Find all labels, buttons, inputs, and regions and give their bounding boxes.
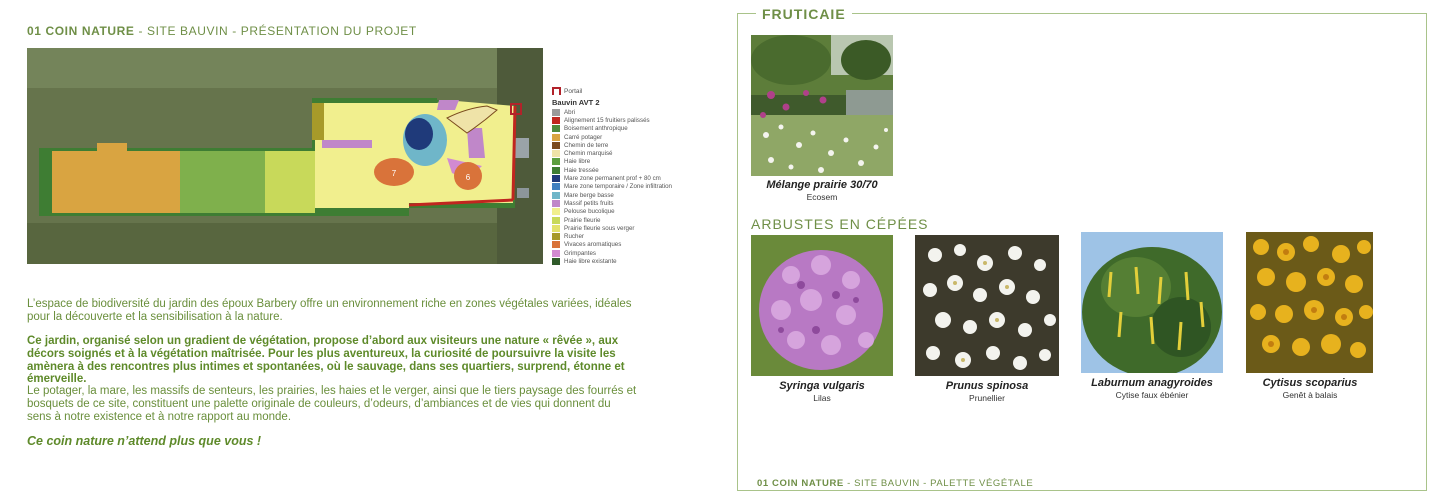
legend-item-label: Haie libre	[564, 158, 591, 166]
laburnum-caption	[1066, 377, 1238, 400]
laburnum-name: Laburnum anagyroides	[1091, 377, 1213, 389]
legend-item	[552, 232, 732, 240]
legend-item	[552, 116, 732, 124]
legend-item-label: Mare zone temporaire / Zone infiltration	[564, 183, 672, 191]
legend-swatch	[552, 225, 560, 232]
header-rest: - SITE BAUVIN - PRÉSENTATION DU PROJET	[134, 24, 417, 38]
legend-swatch	[552, 175, 560, 182]
laburnum-photo	[1081, 232, 1223, 373]
legend-swatch	[552, 241, 560, 248]
laburnum-common-name: Cytise faux ébénier	[1115, 390, 1189, 400]
legend-item	[552, 149, 732, 157]
legend-item	[552, 158, 732, 166]
prunus-caption	[915, 380, 1059, 403]
prairie-name: Mélange prairie 30/70	[766, 179, 878, 191]
legend-item	[552, 133, 732, 141]
legend-item	[552, 257, 732, 265]
legend-item	[552, 208, 732, 216]
legend-item-label: Mare berge basse	[564, 191, 614, 199]
legend-swatch	[552, 258, 560, 265]
legend-swatch	[552, 233, 560, 240]
cytisus-photo	[1246, 232, 1373, 373]
cytisus-common-name: Genêt à balais	[1282, 390, 1338, 400]
legend-item	[552, 166, 732, 174]
prairie-caption	[751, 179, 893, 202]
legend-portail	[552, 86, 732, 96]
legend-item-label: Chemin de terre	[564, 141, 609, 149]
site-plan-drawing	[27, 48, 543, 264]
legend-swatch	[552, 142, 560, 149]
cytisus-name: Cytisus scoparius	[1262, 377, 1358, 389]
syringa-caption	[751, 380, 893, 403]
syringa-common-name: Lilas	[813, 393, 831, 403]
legend-item-label: Haie tressée	[564, 166, 599, 174]
paragraph-closing: Ce coin nature n’attend plus que vous !	[27, 434, 262, 448]
legend-swatch	[552, 200, 560, 207]
cytisus-caption	[1230, 377, 1390, 400]
legend-swatch	[552, 158, 560, 165]
legend-item-label: Pelouse bucolique	[564, 208, 615, 216]
legend-item-label: Grimpantes	[564, 249, 596, 257]
header-bold: 01 COIN NATURE	[27, 24, 135, 38]
site-plan-map	[27, 48, 543, 264]
map-legend	[552, 86, 732, 266]
prairie-supplier: Ecosem	[806, 192, 838, 202]
legend-item-label: Prairie fleurie	[564, 216, 601, 224]
legend-title: Bauvin AVT 2	[552, 98, 600, 107]
portail-swatch	[552, 87, 561, 95]
footer-bold: 01 COIN NATURE	[757, 478, 844, 489]
paragraph-gradient: Ce jardin, organisé selon un gradient de végétation, propose d’abord aux visiteurs une nature « rêvée », aux décors soignés et à la végétation maîtrisée. Pour les plus aventureux, la curiosité de poursuivre la visite les amènera à des rencontres plus intimes et spontanées, où le sauvage, dans ses quartiers, surprend, étonne et émerveille.	[27, 335, 625, 386]
legend-swatch	[552, 192, 560, 199]
legend-swatch	[552, 208, 560, 215]
page-footer	[752, 478, 1038, 489]
legend-item-label: Haie libre existante	[564, 257, 617, 265]
legend-item	[552, 216, 732, 224]
legend-swatch	[552, 183, 560, 190]
prairie-photo	[751, 35, 893, 176]
zone-7-label: 7	[391, 169, 397, 178]
legend-swatch	[552, 217, 560, 224]
legend-item-label: Chemin marquisé	[564, 150, 613, 158]
section-title-arbustes: ARBUSTES EN CÉPÉES	[751, 216, 929, 232]
legend-swatch	[552, 125, 560, 132]
paragraph-intro: L’espace de biodiversité du jardin des époux Barbery offre un environnement riche en zones végétales variées, idéales pour la découverte et la sensibilisation à la nature.	[27, 298, 632, 323]
legend-item	[552, 199, 732, 207]
page-header	[27, 24, 417, 38]
syringa-name: Syringa vulgaris	[779, 380, 865, 392]
syringa-photo	[751, 235, 893, 376]
legend-swatch	[552, 134, 560, 141]
legend-item-label: Mare zone permanent prof + 80 cm	[564, 175, 661, 183]
legend-item	[552, 191, 732, 199]
legend-item	[552, 183, 732, 191]
legend-item	[552, 174, 732, 182]
legend-item-label: Alignement 15 fruitiers palissés	[564, 116, 650, 124]
legend-swatch	[552, 117, 560, 124]
legend-item	[552, 125, 732, 133]
legend-item-label: Boisement anthropique	[564, 125, 628, 133]
legend-item	[552, 249, 732, 257]
legend-item	[552, 141, 732, 149]
footer-rest: - SITE BAUVIN - PALETTE VÉGÉTALE	[843, 478, 1034, 489]
legend-item-label: Prairie fleurie sous verger	[564, 224, 635, 232]
legend-item-label: Vivaces aromatiques	[564, 241, 622, 249]
legend-swatch	[552, 167, 560, 174]
prunus-common-name: Prunellier	[969, 393, 1005, 403]
prunus-name: Prunus spinosa	[945, 380, 1029, 392]
legend-swatch	[552, 150, 560, 157]
legend-swatch	[552, 250, 560, 257]
legend-item	[552, 241, 732, 249]
legend-item-label: Carré potager	[564, 133, 603, 141]
prunus-photo	[915, 235, 1059, 376]
legend-item-label: Massif petits fruits	[564, 199, 614, 207]
legend-swatch	[552, 109, 560, 116]
legend-item	[552, 108, 732, 116]
paragraph-palette: Le potager, la mare, les massifs de senteurs, les prairies, les haies et le verger, ainsi que le tiers paysage des fourrés et bosquets de ce site, constituent une palette originale de couleurs, d’odeurs, d’ambiances et de vies qui donnent du sens à notre existence et à notre rapport au monde.	[27, 385, 637, 423]
legend-item-label: Rucher	[564, 233, 584, 241]
frame-title: FRUTICAIE	[756, 6, 852, 22]
legend-item-label: Abri	[564, 108, 576, 116]
zone-6-label: 6	[465, 173, 471, 182]
legend-portail-label: Portail	[564, 87, 583, 95]
legend-items	[552, 108, 732, 266]
legend-item	[552, 224, 732, 232]
